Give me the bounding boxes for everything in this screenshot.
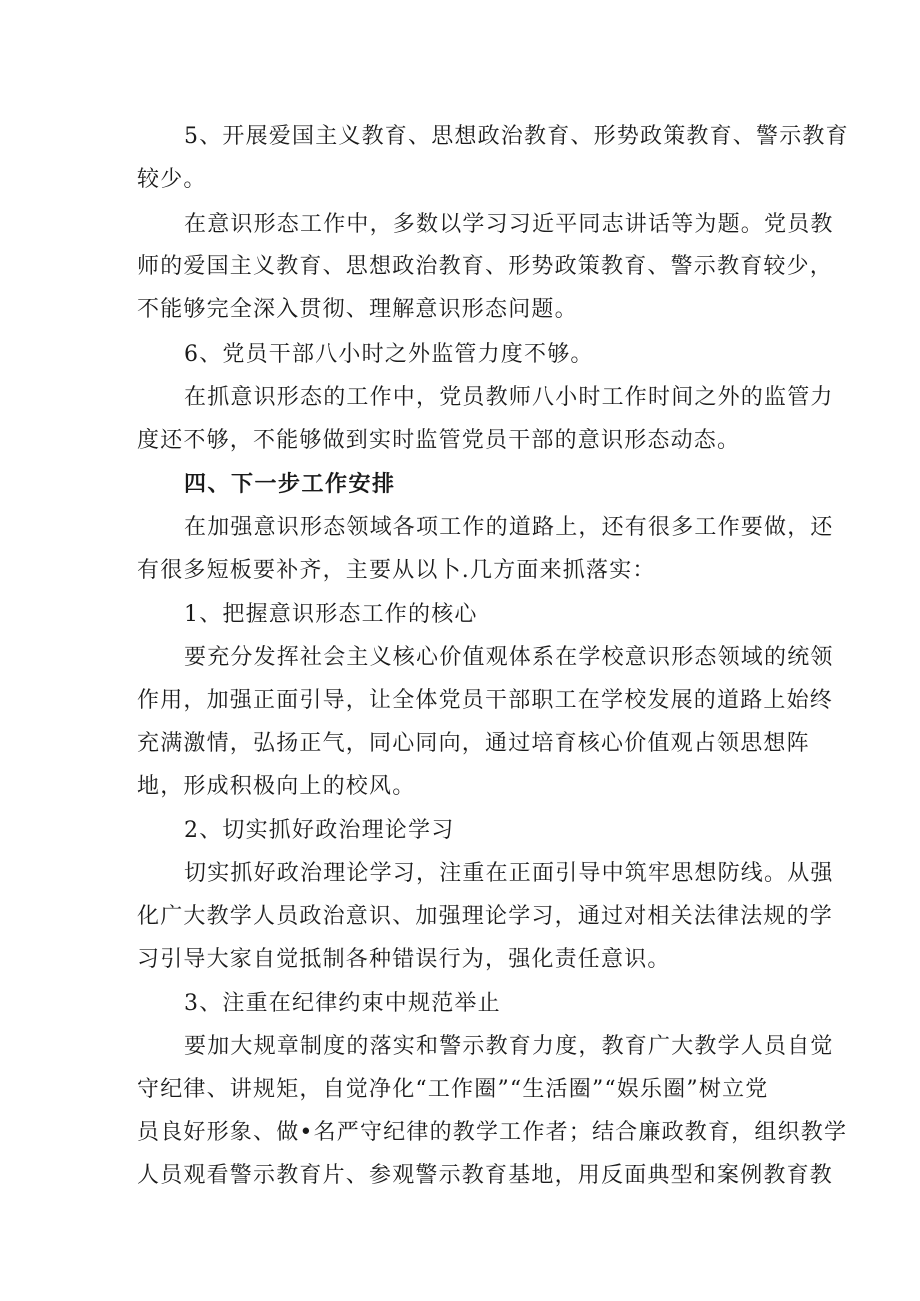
paragraph-line: 有很多短板要补齐，主要从以卜.几方面来抓落实： [137,558,656,583]
paragraph-heading: 6、党员干部八小时之外监管力度不够。 [184,342,594,367]
paragraph-line: 较少。 [137,167,207,192]
paragraph-line: 化广大教学人员政治意识、加强理论学习，通过对相关法律法规的学 [137,904,834,929]
paragraph-line: 在抓意识形态的工作中，党员教师八小时工作时间之外的监管力 [184,385,834,410]
paragraph-line: 师的爱国主义教育、思想政治教育、形势政策教育、警示教育较少， [137,254,834,279]
paragraph-line: 要加大规章制度的落实和警示教育力度，教育广大教学人员自觉 [184,1034,834,1059]
paragraph-heading: 2、切实抓好政治理论学习 [184,818,455,843]
section-heading: 四、下一步工作安排 [184,472,396,497]
paragraph-line: 习引导大家自觉抵制各种错误行为，强化责任意识。 [137,947,671,972]
paragraph-line: 在加强意识形态领域各项工作的道路上，还有很多工作要做，还 [184,515,834,540]
paragraph-line: 员良好形象、做•名严守纪律的教学工作者；结合廉政教育，组织教学 [137,1120,848,1145]
paragraph-line: 人员观看警示教育片、参观警示教育基地，用反面典型和案例教育教 [137,1163,834,1188]
paragraph-line: 不能够完全深入贯彻、理解意识形态问题。 [137,297,578,322]
paragraph-line: 度还不够，不能够做到实时监管党员干部的意识形态动态。 [137,428,741,453]
paragraph-heading: 5、开展爱国主义教育、思想政治教育、形势政策教育、警示教育 [184,124,849,149]
paragraph-line: 守纪律、讲规矩，自觉净化“工作圈”“生活圈”“娱乐圈”树立党 [137,1077,769,1102]
paragraph-line: 要充分发挥社会主义核心价值观体系在学校意识形态领域的统领 [184,645,834,670]
paragraph-line: 作用，加强正面引导，让全体党员干部职工在学校发展的道路上始终 [137,688,834,713]
paragraph-heading: 1、把握意识形态工作的核心 [184,602,478,627]
paragraph-line: 切实抓好政治理论学习，注重在正面引导中筑牢思想防线。从强 [184,861,834,886]
paragraph-heading: 3、注重在纪律约束中规范举止 [184,991,501,1016]
paragraph-line: 地，形成积极向上的校风。 [137,774,416,799]
paragraph-line: 在意识形态工作中，多数以学习习近平同志讲话等为题。党员教 [184,212,834,237]
paragraph-line: 充满激情，弘扬正气，同心同向，通过培育核心价值观占领思想阵 [137,731,810,756]
